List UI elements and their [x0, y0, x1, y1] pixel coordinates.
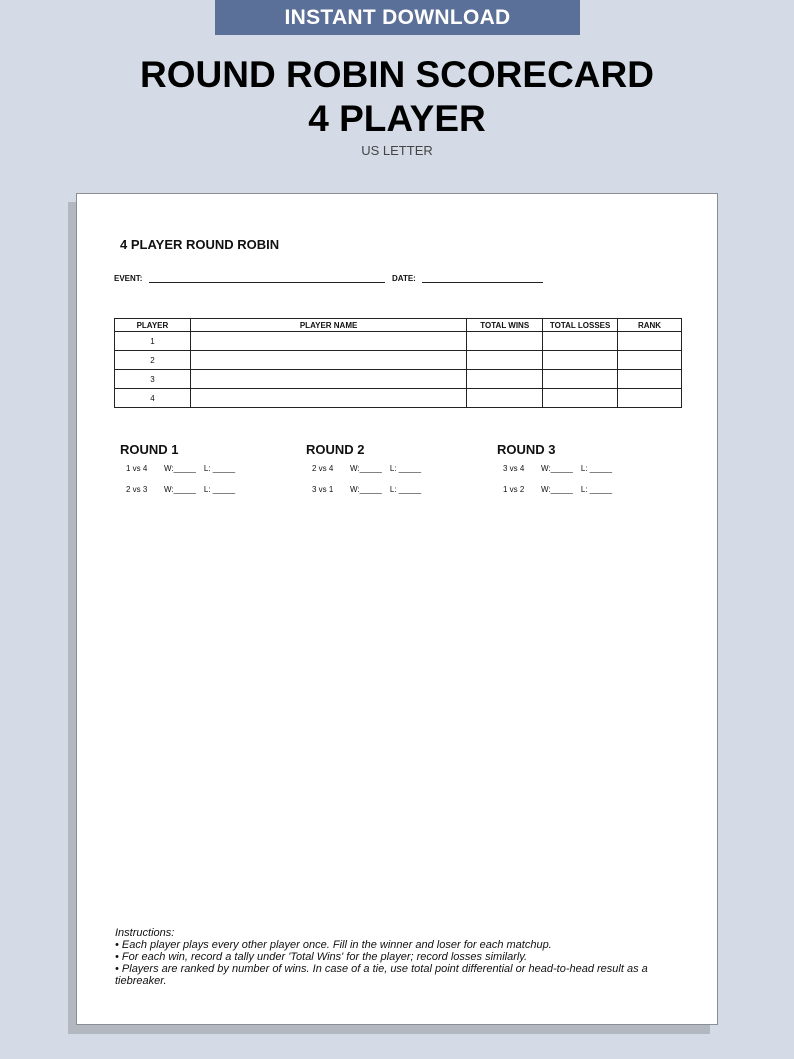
matchup-row — [503, 464, 612, 475]
loser-blank: L: _____ — [389, 485, 422, 494]
round-3-section — [497, 442, 612, 506]
column-header-rank: RANK — [618, 319, 682, 332]
matchup-pair: 2 vs 3 — [126, 485, 148, 494]
event-field-line — [149, 282, 385, 283]
total-wins-cell — [467, 351, 543, 370]
page-title-player-count: 4 PLAYER — [308, 98, 486, 139]
round-2-section — [306, 442, 421, 506]
matchup-pair: 3 vs 1 — [312, 485, 334, 494]
instruction-item: • For each win, record a tally under 'Total Wins' for the player; record losses similarly. — [115, 951, 528, 963]
winner-blank: W:_____ — [541, 485, 573, 494]
matchup-row — [126, 464, 235, 475]
winner-blank: W:_____ — [164, 485, 196, 494]
loser-blank: L: _____ — [389, 464, 422, 473]
player-name-cell — [190, 370, 466, 389]
matchup-pair: 2 vs 4 — [312, 464, 334, 473]
date-field-line — [422, 282, 543, 283]
player-number: 1 — [115, 332, 191, 351]
matchup-pair: 1 vs 4 — [126, 464, 148, 473]
table-row — [115, 332, 682, 351]
total-losses-cell — [543, 351, 618, 370]
loser-blank: L: _____ — [203, 464, 236, 473]
player-name-cell — [190, 389, 466, 408]
total-wins-cell — [467, 370, 543, 389]
rank-cell — [618, 332, 682, 351]
player-table — [114, 318, 682, 408]
rank-cell — [618, 389, 682, 408]
matchup-row — [312, 464, 421, 475]
player-number: 2 — [115, 351, 191, 370]
column-header-player-name: PLAYER NAME — [190, 319, 466, 332]
winner-blank: W:_____ — [350, 464, 382, 473]
column-header-total-wins: TOTAL WINS — [467, 319, 543, 332]
matchup-row — [503, 485, 612, 496]
round-title: ROUND 2 — [306, 442, 365, 457]
column-header-player: PLAYER — [115, 319, 191, 332]
total-wins-cell — [467, 389, 543, 408]
loser-blank: L: _____ — [580, 464, 613, 473]
column-header-total-losses: TOTAL LOSSES — [543, 319, 618, 332]
instructions-block — [115, 927, 685, 987]
round-title: ROUND 1 — [120, 442, 179, 457]
instructions-heading: Instructions: — [115, 927, 175, 939]
loser-blank: L: _____ — [580, 485, 613, 494]
winner-blank: W:_____ — [164, 464, 196, 473]
winner-blank: W:_____ — [541, 464, 573, 473]
matchup-pair: 3 vs 4 — [503, 464, 525, 473]
matchup-row — [126, 485, 235, 496]
page-title: ROUND ROBIN SCORECARD — [140, 54, 654, 95]
scorecard-sheet — [76, 193, 718, 1025]
player-number: 4 — [115, 389, 191, 408]
loser-blank: L: _____ — [203, 485, 236, 494]
table-row — [115, 351, 682, 370]
event-label: EVENT: — [114, 274, 143, 283]
instruction-item: • Players are ranked by number of wins. In case of a tie, use total point differential or head-to-head result as a tiebreaker. — [115, 963, 648, 987]
paper-size-label: US LETTER — [361, 143, 433, 158]
player-number: 3 — [115, 370, 191, 389]
matchup-pair: 1 vs 2 — [503, 485, 525, 494]
total-losses-cell — [543, 332, 618, 351]
total-wins-cell — [467, 332, 543, 351]
rank-cell — [618, 370, 682, 389]
table-row — [115, 389, 682, 408]
rank-cell — [618, 351, 682, 370]
player-name-cell — [190, 351, 466, 370]
table-header-row — [115, 319, 682, 332]
round-title: ROUND 3 — [497, 442, 556, 457]
table-row — [115, 370, 682, 389]
round-1-section — [120, 442, 235, 506]
instant-download-banner: INSTANT DOWNLOAD — [215, 0, 580, 35]
matchup-row — [312, 485, 421, 496]
date-label: DATE: — [392, 274, 416, 283]
total-losses-cell — [543, 370, 618, 389]
sheet-heading: 4 PLAYER ROUND ROBIN — [120, 237, 280, 252]
instruction-item: • Each player plays every other player once. Fill in the winner and loser for each matchup. — [115, 939, 552, 951]
winner-blank: W:_____ — [350, 485, 382, 494]
total-losses-cell — [543, 389, 618, 408]
player-name-cell — [190, 332, 466, 351]
